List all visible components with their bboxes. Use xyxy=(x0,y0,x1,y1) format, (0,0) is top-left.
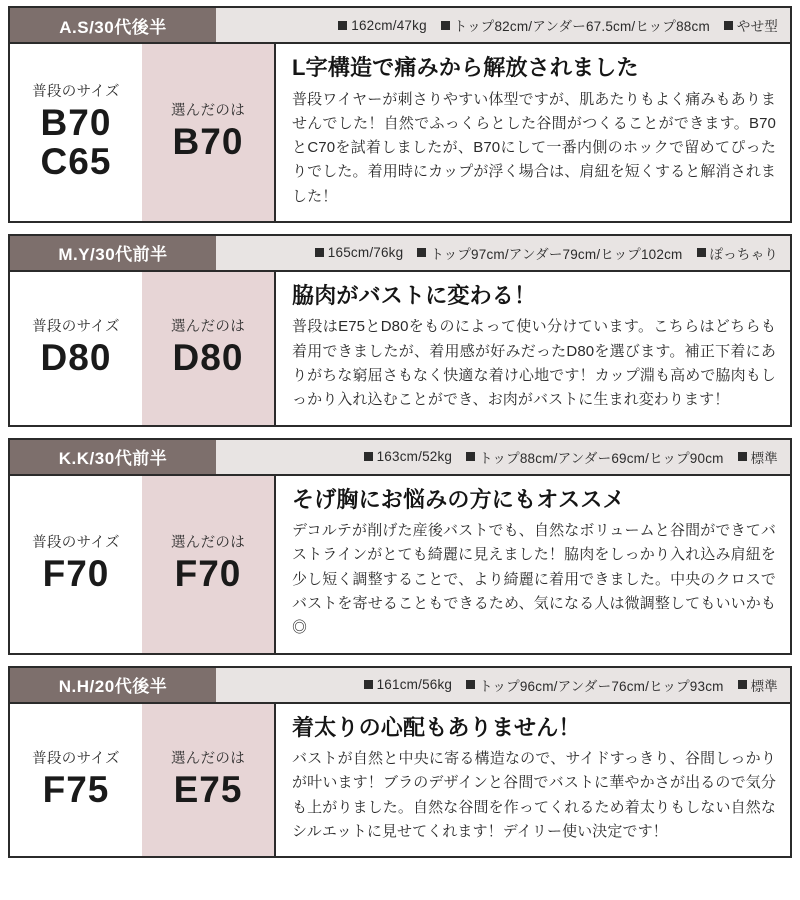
usual-size-value: F75 xyxy=(42,768,110,810)
reviewer-specs xyxy=(216,236,790,270)
review-body-row xyxy=(10,272,790,425)
chosen-size-block xyxy=(142,44,274,221)
spec-text: トップ96cm/アンダー76cm/ヒップ93cm xyxy=(479,678,724,694)
spec-text: 163cm/52kg xyxy=(376,449,453,465)
chosen-size-label: 選んだのは xyxy=(171,750,245,767)
spec-item xyxy=(697,243,779,263)
usual-size-value xyxy=(41,103,112,181)
usual-size-label: 普段のサイズ xyxy=(32,750,120,767)
spec-text: トップ88cm/アンダー69cm/ヒップ90cm xyxy=(479,450,724,466)
spec-item xyxy=(738,447,778,467)
review-title: そげ胸にお悩みの方にもオススメ xyxy=(292,486,625,512)
review-text: 普段ワイヤーが刺さりやすい体型ですが、肌あたりもよく痛みもありませんでした！自然でふっくらとした谷間がつくることができます。B70とC70を試着しましたが、B70にして一番内側のホックで留めてぴったりでした。着用時にカップが浮く場合は、肩紐を短くすると解消されました！ xyxy=(292,90,776,205)
spec-text: 標準 xyxy=(750,450,778,466)
review-body-row xyxy=(10,704,790,857)
review-text: バストが自然と中央に寄る構造なので、サイドすっきり、谷間しっかりが叶います！ブラのデザインと谷間でバストに華やかさが出るので気分も上がりました。自然な谷間を作ってくれるため着太りもしない自然なシルエットに見せてくれます！デイリー使い決定です！ xyxy=(292,750,776,841)
spec-text: トップ97cm/アンダー79cm/ヒップ102cm xyxy=(430,246,683,262)
usual-size-value-line1: B70 xyxy=(40,101,112,143)
review-text: デコルテが削げた産後バストでも、自然なボリュームと谷間ができてバストラインがとても綺麗に見えました！脇肉をしっかり入れ込み肩紐を少し短く調整することで、より綺麗に着用できました。中央のクロスでバストを寄せることもできるため、気になる人は微調整してもいいかも◎ xyxy=(292,522,776,637)
review-text-block xyxy=(274,272,790,425)
review-card xyxy=(8,234,792,427)
square-bullet-icon xyxy=(738,680,747,689)
spec-text: 標準 xyxy=(750,678,778,694)
square-bullet-icon xyxy=(697,248,706,257)
chosen-size-value: D80 xyxy=(172,337,244,379)
square-bullet-icon xyxy=(466,680,475,689)
square-bullet-icon xyxy=(724,21,733,30)
square-bullet-icon xyxy=(338,21,347,30)
review-title: 脇肉がバストに変わる！ xyxy=(292,282,537,308)
spec-item xyxy=(441,15,710,35)
spec-item xyxy=(417,243,682,263)
review-card xyxy=(8,438,792,655)
reviewer-name: A.S/30代後半 xyxy=(10,8,216,42)
spec-item xyxy=(364,449,453,464)
spec-text: トップ82cm/アンダー67.5cm/ヒップ88cm xyxy=(453,19,710,34)
review-text-block xyxy=(274,44,790,221)
review-title: L字構造で痛みから解放されました xyxy=(292,55,639,80)
square-bullet-icon xyxy=(417,248,426,257)
review-text-block xyxy=(274,704,790,857)
spec-item xyxy=(315,245,404,260)
review-card xyxy=(8,666,792,859)
spec-item xyxy=(466,447,723,467)
usual-size-block xyxy=(10,272,142,425)
usual-size-block xyxy=(10,704,142,857)
review-header xyxy=(10,668,790,704)
reviewer-name: K.K/30代前半 xyxy=(10,440,216,474)
square-bullet-icon xyxy=(738,452,747,461)
chosen-size-value: E75 xyxy=(173,768,243,810)
spec-item xyxy=(364,677,453,692)
review-header xyxy=(10,8,790,44)
square-bullet-icon xyxy=(315,248,324,257)
spec-item xyxy=(466,675,723,695)
chosen-size-label: 選んだのは xyxy=(171,319,245,336)
chosen-size-block xyxy=(142,272,274,425)
review-title: 着太りの心配もありません！ xyxy=(292,714,581,740)
usual-size-label: 普段のサイズ xyxy=(32,535,120,552)
usual-size-value-line2: C65 xyxy=(40,140,112,182)
spec-text: 165cm/76kg xyxy=(327,245,404,261)
review-body-row xyxy=(10,476,790,653)
usual-size-block xyxy=(10,44,142,221)
spec-item xyxy=(724,15,778,35)
review-body-row xyxy=(10,44,790,221)
review-header xyxy=(10,440,790,476)
reviewer-specs xyxy=(216,668,790,702)
square-bullet-icon xyxy=(364,452,373,461)
spec-text: 162cm/47kg xyxy=(351,17,427,33)
usual-size-block xyxy=(10,476,142,653)
review-text: 普段はE75とD80をものによって使い分けています。こちらはどちらも着用できましたが、着用感が好みだったD80を選びます。補正下着にありがちな窮屈さもなく快適な着け心地です！カップ淵も高めで脇肉もしっかり入れ込むことができ、お肉がバストに生まれ変わります！ xyxy=(292,318,776,409)
square-bullet-icon xyxy=(466,452,475,461)
chosen-size-label: 選んだのは xyxy=(171,535,245,552)
usual-size-label: 普段のサイズ xyxy=(32,319,120,336)
review-card xyxy=(8,6,792,223)
chosen-size-value: F70 xyxy=(174,553,242,595)
reviewer-specs xyxy=(216,8,790,42)
reviewer-specs xyxy=(216,440,790,474)
usual-size-label: 普段のサイズ xyxy=(32,83,120,100)
chosen-size-label: 選んだのは xyxy=(171,103,245,120)
usual-size-value: D80 xyxy=(40,337,112,379)
reviewer-name: M.Y/30代前半 xyxy=(10,236,216,270)
review-header xyxy=(10,236,790,272)
chosen-size-value: B70 xyxy=(172,121,244,163)
square-bullet-icon xyxy=(441,21,450,30)
spec-item xyxy=(738,675,778,695)
spec-item xyxy=(338,18,427,33)
spec-text: やせ型 xyxy=(736,19,778,34)
usual-size-value: F70 xyxy=(42,553,110,595)
chosen-size-block xyxy=(142,704,274,857)
review-text-block xyxy=(274,476,790,653)
spec-text: ぽっちゃり xyxy=(709,246,778,262)
spec-text: 161cm/56kg xyxy=(376,677,453,693)
square-bullet-icon xyxy=(364,680,373,689)
reviewer-name: N.H/20代後半 xyxy=(10,668,216,702)
chosen-size-block xyxy=(142,476,274,653)
